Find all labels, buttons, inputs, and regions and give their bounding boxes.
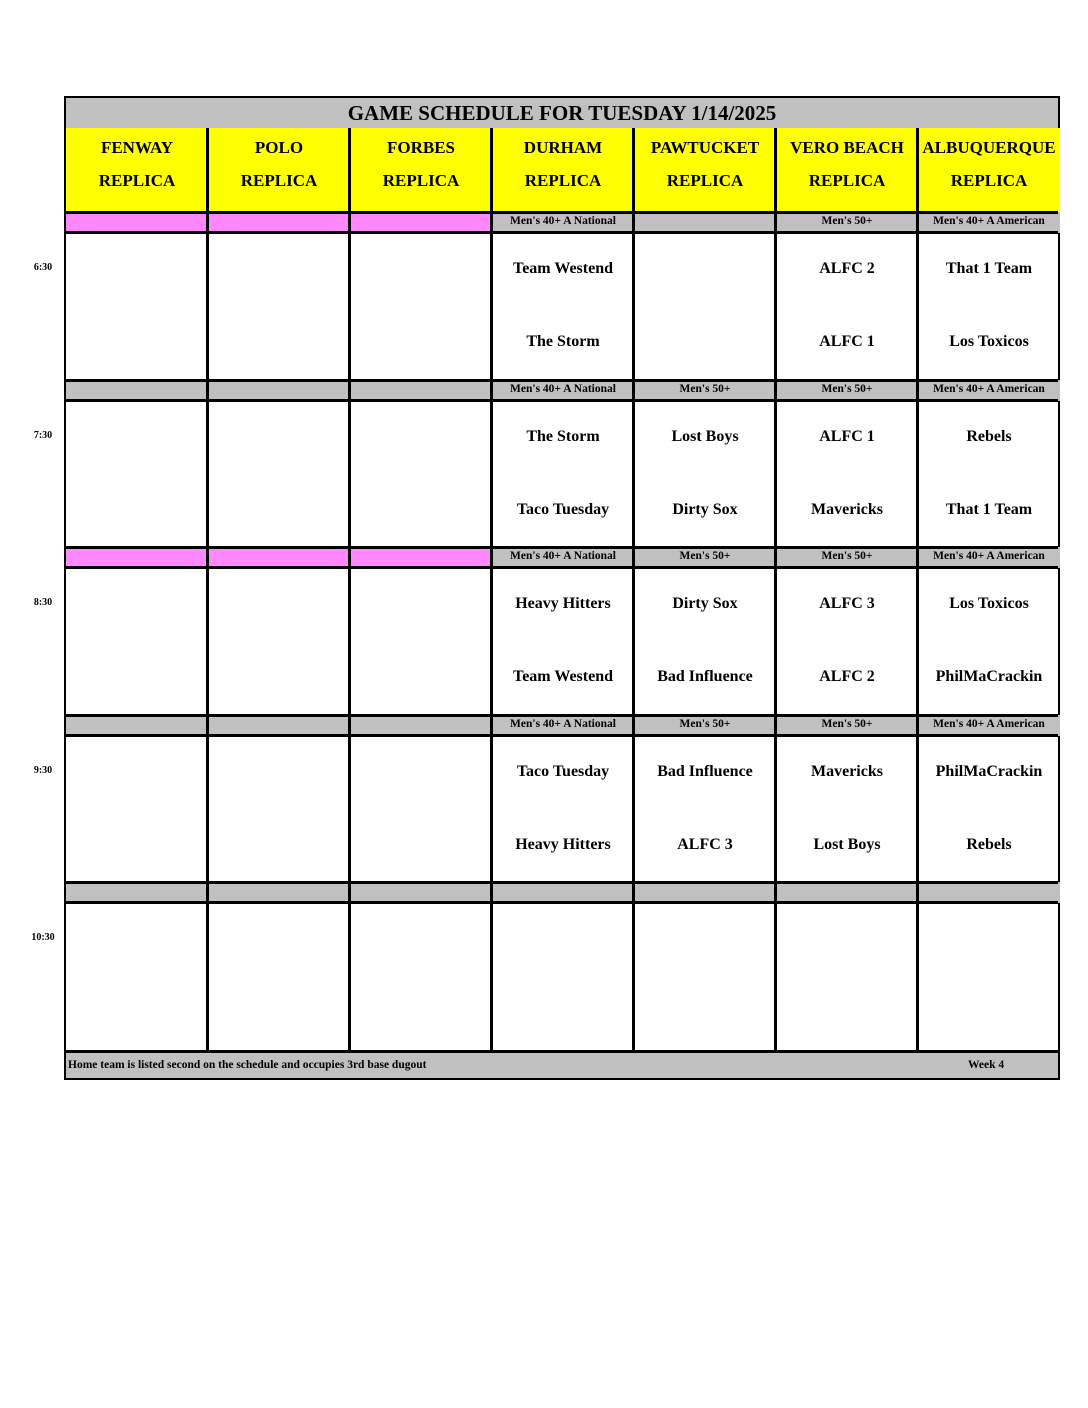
row-divider <box>66 714 1058 717</box>
schedule-table <box>64 96 1060 1080</box>
home-team: ALFC 2 <box>819 668 875 685</box>
home-team: Team Westend <box>512 668 613 685</box>
field-type: REPLICA <box>524 171 602 190</box>
away-team: PhilMaCrackin <box>935 762 1043 780</box>
home-team: Rebels <box>966 835 1012 853</box>
field-type: REPLICA <box>240 171 318 190</box>
away-team: Bad Influence <box>657 762 753 780</box>
field-name: DURHAM <box>523 138 603 157</box>
field-name: PAWTUCKET <box>650 138 760 157</box>
home-team: Lost Boys <box>813 835 881 853</box>
division-band <box>66 212 208 233</box>
home-team: PhilMaCrackin <box>935 668 1043 685</box>
field-header-1 <box>208 128 350 212</box>
away-team: The Storm <box>526 427 600 445</box>
division-band <box>66 715 208 736</box>
away-team: ALFC 2 <box>819 260 875 277</box>
row-divider <box>66 231 1058 234</box>
field-name: VERO BEACH <box>790 138 904 157</box>
division-band: Men's 40+ A American <box>918 715 1060 736</box>
column-divider <box>348 128 351 1050</box>
away-team: Team Westend <box>512 260 613 277</box>
time-slot-label: 10:30 <box>31 932 55 943</box>
field-header-3 <box>492 128 634 212</box>
away-team: Lost Boys <box>671 427 739 445</box>
field-name: FORBES <box>386 138 456 157</box>
time-slot-label: 8:30 <box>33 597 53 608</box>
home-team: Dirty Sox <box>672 500 738 518</box>
division-band <box>350 547 492 568</box>
field-type: REPLICA <box>666 171 744 190</box>
division-band <box>208 882 350 903</box>
division-band: Men's 50+ <box>776 547 918 568</box>
division-band <box>350 715 492 736</box>
time-slot-label: 9:30 <box>33 764 53 776</box>
division-band: Men's 50+ <box>634 380 776 401</box>
division-band: Men's 50+ <box>776 380 918 401</box>
away-team: ALFC 1 <box>819 427 875 445</box>
home-team: Bad Influence <box>657 668 753 685</box>
division-band <box>66 380 208 401</box>
column-divider <box>774 128 777 1050</box>
field-type: REPLICA <box>950 171 1028 190</box>
division-band: Men's 40+ A National <box>492 715 634 736</box>
row-divider <box>66 399 1058 402</box>
field-name: ALBUQUERQUE <box>922 138 1056 157</box>
away-team: Mavericks <box>811 762 883 780</box>
column-divider <box>632 128 635 1050</box>
division-band: Men's 40+ A National <box>492 212 634 233</box>
division-band: Men's 40+ A National <box>492 380 634 401</box>
schedule-title: GAME SCHEDULE FOR TUESDAY 1/14/2025 <box>66 98 1058 130</box>
home-team: Mavericks <box>811 500 883 518</box>
division-band <box>776 882 918 903</box>
home-team: ALFC 3 <box>677 835 733 853</box>
row-divider <box>66 881 1058 884</box>
division-band: Men's 40+ A American <box>918 380 1060 401</box>
time-slot-label: 7:30 <box>33 429 53 441</box>
field-header-4 <box>634 128 776 212</box>
row-divider <box>66 734 1058 737</box>
row-divider <box>66 211 1058 214</box>
home-team: Taco Tuesday <box>516 500 610 518</box>
footer-note: Home team is listed second on the schedule and occupies 3rd base dugout <box>68 1059 427 1071</box>
field-header-2 <box>350 128 492 212</box>
division-band: Men's 40+ A American <box>918 212 1060 233</box>
week-label: Week 4 <box>968 1059 1005 1071</box>
division-band <box>208 212 350 233</box>
division-band <box>208 380 350 401</box>
away-team: ALFC 3 <box>819 595 875 612</box>
division-band <box>208 715 350 736</box>
division-band <box>634 882 776 903</box>
away-team: Rebels <box>966 427 1012 445</box>
division-band: Men's 50+ <box>776 715 918 736</box>
division-band: Men's 50+ <box>634 715 776 736</box>
division-band <box>208 547 350 568</box>
schedule-footer <box>66 1050 1058 1078</box>
away-team: That 1 Team <box>945 260 1033 277</box>
row-divider <box>66 546 1058 549</box>
division-band <box>918 882 1060 903</box>
away-team: Taco Tuesday <box>516 762 610 780</box>
row-divider <box>66 379 1058 382</box>
field-type: REPLICA <box>98 171 176 190</box>
field-header-0 <box>66 128 208 212</box>
division-band: Men's 40+ A National <box>492 547 634 568</box>
home-team: Los Toxicos <box>949 333 1029 350</box>
field-type: REPLICA <box>382 171 460 190</box>
division-band: Men's 50+ <box>776 212 918 233</box>
row-divider <box>66 901 1058 904</box>
division-band <box>350 212 492 233</box>
division-band <box>350 380 492 401</box>
time-slot-label: 6:30 <box>33 262 53 273</box>
field-header-5 <box>776 128 918 212</box>
division-band: Men's 50+ <box>634 547 776 568</box>
field-name: FENWAY <box>100 138 174 157</box>
home-team: Heavy Hitters <box>515 835 611 853</box>
column-divider <box>916 128 919 1050</box>
row-divider <box>66 566 1058 569</box>
home-team: That 1 Team <box>945 500 1033 518</box>
division-band <box>66 882 208 903</box>
division-band <box>350 882 492 903</box>
field-header-6 <box>918 128 1060 212</box>
away-team: Dirty Sox <box>672 595 738 612</box>
column-divider <box>490 128 493 1050</box>
division-band <box>634 212 776 233</box>
field-type: REPLICA <box>808 171 886 190</box>
field-name: POLO <box>254 138 304 157</box>
away-team: Los Toxicos <box>949 595 1029 612</box>
home-team: ALFC 1 <box>819 333 875 350</box>
division-band <box>66 547 208 568</box>
home-team: The Storm <box>526 333 600 350</box>
column-divider <box>206 128 209 1050</box>
away-team: Heavy Hitters <box>515 595 611 612</box>
division-band: Men's 40+ A American <box>918 547 1060 568</box>
division-band <box>492 882 634 903</box>
